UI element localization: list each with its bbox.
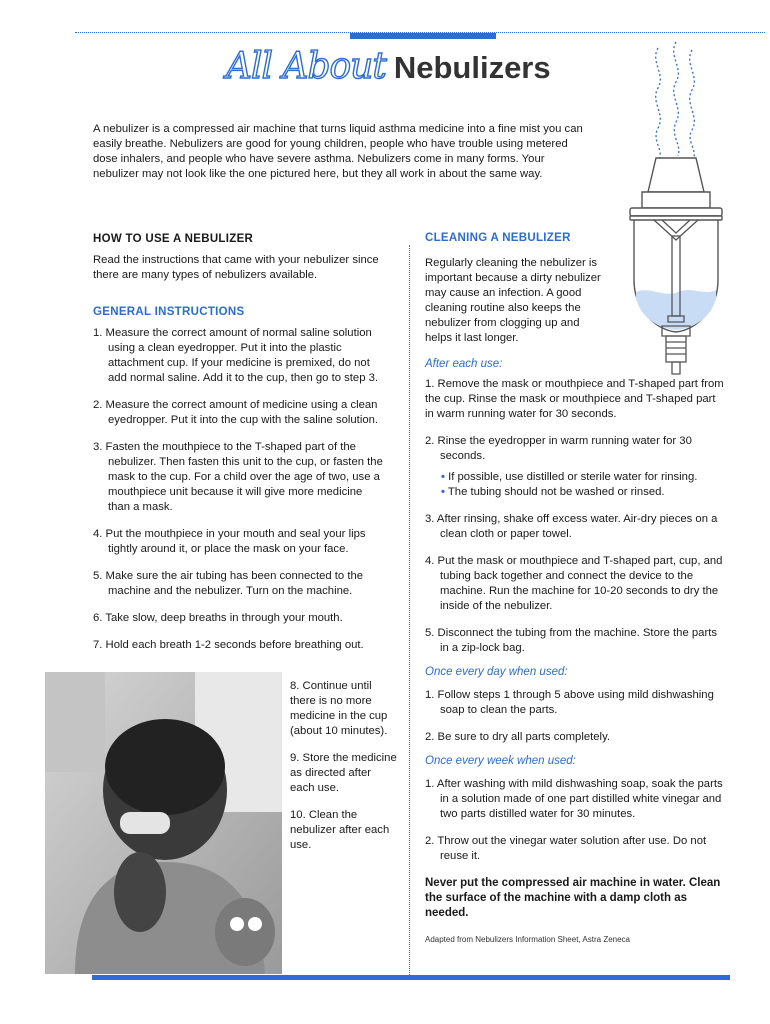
once-week-step-2: 2. Throw out the vinegar water solution after use. Do not reuse it. [425,835,707,862]
general-step-2: 2. Measure the correct amount of medicine using a clean eyedropper. Put it into the cup with the saline solution. [93,399,379,426]
general-step-10: 10. Clean the nebulizer after each use. [290,809,390,851]
how-to-text: Read the instructions that came with your nebulizer since there are many types of nebulizers available. [93,254,379,281]
after-use-step-5: 5. Disconnect the tubing from the machine. Store the parts in a zip-lock bag. [425,627,717,654]
once-day-heading: Once every day when used: [425,666,568,678]
bullet-text: If possible, use distilled or sterile water for rinsing. [448,471,698,483]
intro-paragraph: A nebulizer is a compressed air machine that turns liquid asthma medicine into a fine mist you can easily breathe. Nebulizers are good for young children, people who have trouble using metered dose inhalers, and people who have severe asthma. Nebulizers come in many forms. Your nebulizer may not look like the one pictured here, but they all work in about the same way. [93,123,583,180]
general-step-5: 5. Make sure the air tubing has been connected to the machine and the nebulizer. Turn on the machine. [93,570,364,597]
once-day-step-2: 2. Be sure to dry all parts completely. [425,731,611,743]
bottom-accent-bar [92,975,730,980]
once-week-step-1: 1. After washing with mild dishwashing soap, soak the parts in a solution made of one part distilled white vinegar and two parts distilled water for 30 minutes. [425,778,723,820]
general-step-9: 9. Store the medicine as directed after each use. [290,752,397,794]
title-bold: Nebulizers [393,50,551,85]
cleaning-intro: Regularly cleaning the nebulizer is important because a dirty nebulizer may cause an infection. A good cleaning routine also keeps the nebulizer from clogging up and helps it last longer. [425,257,601,344]
cleaning-steps [425,377,725,944]
general-instructions-heading: GENERAL INSTRUCTIONS [93,306,245,318]
general-step-4: 4. Put the mouthpiece in your mouth and seal your lips tightly around it, or place the mask on your face. [93,528,366,555]
title-script: All About [226,46,386,87]
once-day-step-1: 1. Follow steps 1 through 5 above using mild dishwashing soap to clean the parts. [425,689,714,716]
after-use-step-2: 2. Rinse the eyedropper in warm running water for 30 seconds. [425,435,692,462]
page-title [226,46,551,87]
general-step-7: 7. Hold each breath 1-2 seconds before breathing out. [93,639,364,651]
warning-note: Never put the compressed air machine in water. Clean the surface of the machine with a damp cloth as needed. [425,877,721,919]
bullet-text: The tubing should not be washed or rinsed. [447,486,665,498]
child-using-nebulizer-photo [45,672,282,974]
source-credit: Adapted from Nebulizers Information Sheet, Astra Zeneca [425,935,630,944]
bullet-icon: • [441,471,445,483]
side-steps [290,679,398,853]
after-each-use-heading: After each use: [425,358,503,370]
left-column [93,233,383,653]
top-accent-bar [350,33,496,39]
general-step-3: 3. Fasten the mouthpiece to the T-shaped part of the nebulizer. Then fasten this unit to the cup, or fasten the mask to the cup. For a child over the age of two, use a mouthpiece unit because it will give more medicine than a mask. [93,441,383,513]
after-use-step-4: 4. Put the mask or mouthpiece and T-shaped part, cup, and tubing back together and connect the device to the machine. Run the machine for 10-20 seconds to dry the inside of the nebulizer. [425,555,723,612]
after-use-bullet-2 [425,485,725,500]
cleaning-intro-block [425,232,605,370]
once-week-heading: Once every week when used: [425,755,576,767]
after-use-bullet-1 [425,470,725,485]
general-step-8: 8. Continue until there is no more medicine in the cup (about 10 minutes). [290,680,388,737]
bullet-icon: • [441,486,445,498]
cleaning-heading: CLEANING A NEBULIZER [425,232,571,244]
after-use-step-1: 1. Remove the mask or mouthpiece and T-shaped part from the cup. Rinse the mask or mouthpiece and T-shaped part in warm running water for 30 seconds. [425,378,724,420]
nebulizer-illustration [600,40,750,380]
after-use-step-3: 3. After rinsing, shake off excess water. Air-dry pieces on a clean cloth or paper towel. [425,513,718,540]
column-divider [409,245,410,975]
general-step-1: 1. Measure the correct amount of normal saline solution using a clean eyedropper. Put it into the plastic attachment cup. If your medicine is premixed, do not add normal saline. Add it to the cup, then go to step 3. [93,327,379,384]
how-to-heading: HOW TO USE A NEBULIZER [93,233,254,245]
general-step-6: 6. Take slow, deep breaths in through your mouth. [93,612,343,624]
